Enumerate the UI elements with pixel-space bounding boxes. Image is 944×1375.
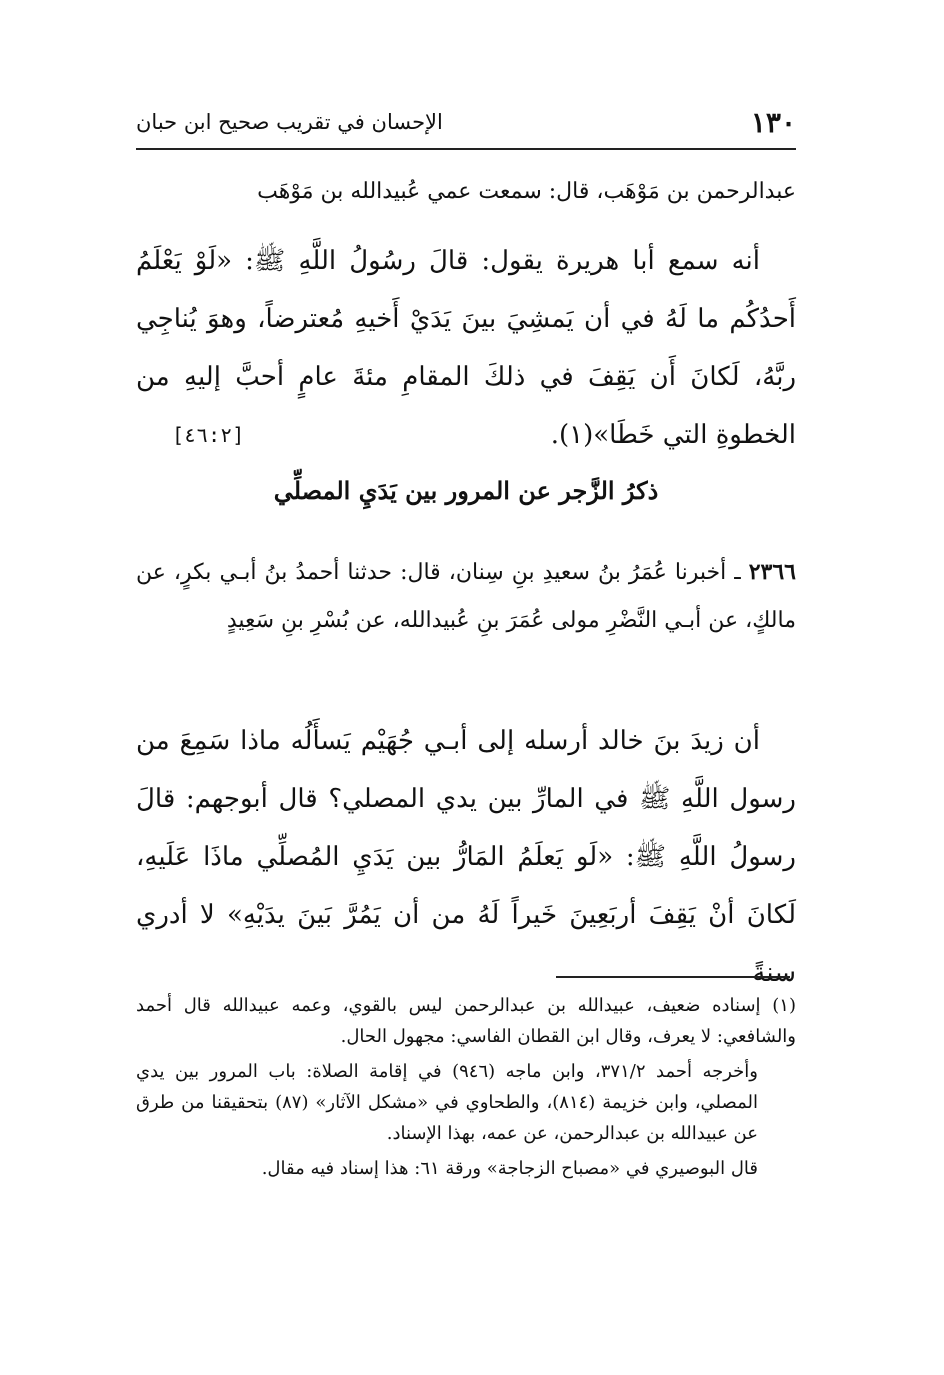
footnote-rule — [556, 976, 790, 978]
hadith-matn: أن زيدَ بنَ خالد أرسله إلى أبـي جُهَيْم يَسأَلُه ماذا سَمِعَ من رسول اللَّهِ ﷺ في المارِّ بين يدي المصلي؟ قال أبوجهم: قالَ رسولُ اللَّهِ ﷺ: «لَو يَعلَمُ المَارُّ بين يَدَيِ المُصلِّي ماذَا عَلَيهِ، لَكانَ أنْ يَقِفَ أربَعِينَ خَيراً لَهُ من أن يَمُرَّ بَينَ يدَيْهِ» لا أدري سنةً — [136, 726, 796, 988]
page-number: ١٣٠ — [750, 105, 796, 139]
previous-isnad: عبدالرحمن بن مَوْهَب، قال: سمعت عمي عُبيدالله بن مَوْهَب — [257, 179, 796, 204]
header-rule — [136, 148, 796, 150]
previous-matn — [136, 232, 796, 464]
chapter-heading: ذكرُ الزَّجر عن المرور بين يَدَيِ المصلِّي — [273, 476, 659, 505]
volume-reference: [٤٦:٢] — [172, 423, 245, 447]
hadith-isnad — [136, 548, 796, 645]
hadith-number: ٢٣٦٦ — [748, 559, 796, 585]
footnote-1: (١) إسناده ضعيف، عبيدالله بن عبدالرحمن ليس بالقوي، وعمه عبيدالله قال أحمد والشافعي: لا يعرف، وقال ابن القطان الفاسي: مجهول الحال. — [136, 995, 796, 1047]
footnote-1-takhrij: وأخرجه أحمد ٣٧١/٢، وابن ماجه (٩٤٦) في إقامة الصلاة: باب المرور بين يدي المصلي، وابن خزيمة (٨١٤)، والطحاوي في «مشكل الآثار» (٨٧) بتحقيقنا من طرق عن عبيدالله بن عبدالرحمن، عن عمه، بهذا الإسناد. — [136, 1061, 758, 1144]
hadith-isnad-text: أخبرنا عُمَرُ بنُ سعيدِ بنِ سِنان، قال: حدثنا أحمدُ بنُ أبـي بكرٍ، عن مالكٍ، عن أبـي النَّضْرِ مولى عُمَرَ بنِ عُبيدالله، عن بُسْرِ بنِ سَعِيدٍ — [136, 560, 796, 633]
page-header — [136, 100, 796, 144]
footnotes — [136, 990, 796, 1188]
previous-matn-text: أنه سمع أبا هريرة يقول: قالَ رسُولُ اللَّهِ ﷺ: «لَوْ يَعْلَمُ أَحدُكُم ما لَهُ في أن يَمشِيَ بينَ يَدَيْ أَخيهِ مُعترضاً، وهوَ يُناجِي ربَّهُ، لَكانَ أَن يَقِفَ في ذلكَ المقامِ مئةَ عامٍ أحبَّ إليهِ من الخطوةِ التي خَطَا»(١). — [136, 246, 796, 450]
running-title: الإحسان في تقريب صحيح ابن حبان — [136, 110, 443, 134]
hadith-dash: ـ — [726, 560, 741, 585]
footnote-1-busiri: قال البوصيري في «مصباح الزجاجة» ورقة ٦١: هذا إسناد فيه مقال. — [261, 1158, 758, 1179]
